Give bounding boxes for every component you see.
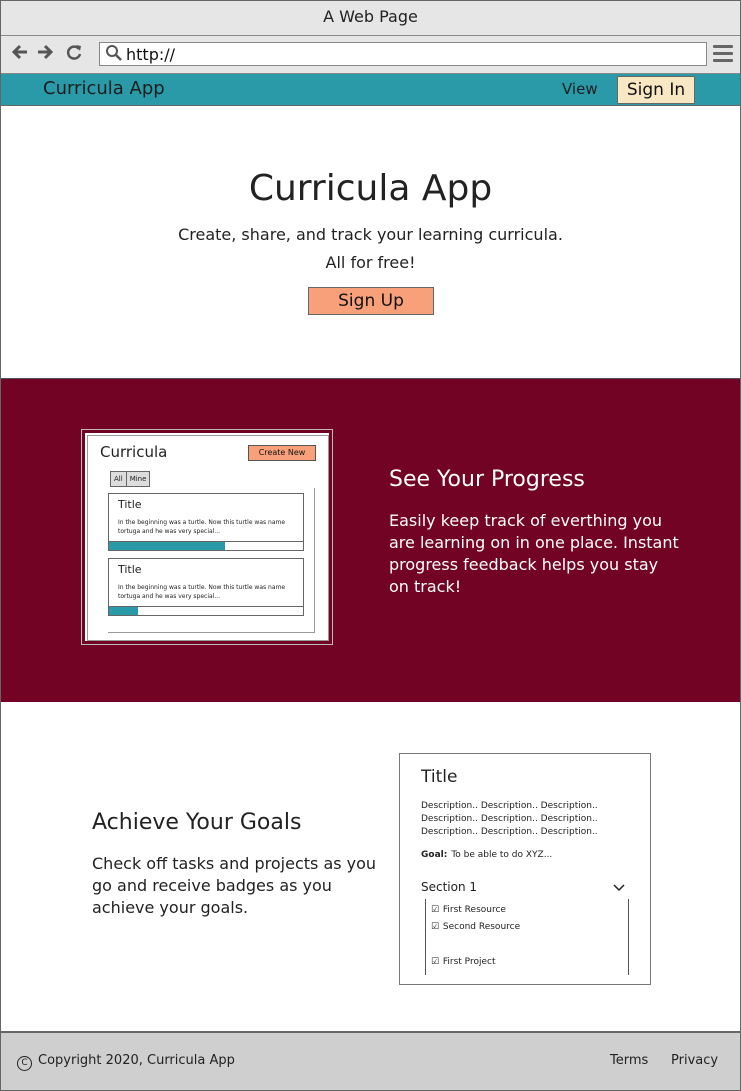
description-line: Description.. Description.. Description.. bbox=[421, 801, 598, 811]
card-title: Title bbox=[118, 498, 142, 511]
sign-in-button[interactable]: Sign In bbox=[617, 76, 695, 104]
card-description: In the beginning was a turtle. Now this turtle was name tortuga and he was very special... bbox=[118, 519, 286, 535]
hero-tagline: Create, share, and track your learning curricula. bbox=[178, 225, 563, 244]
goal-label: Goal: bbox=[421, 850, 448, 860]
reload-icon[interactable] bbox=[63, 42, 85, 64]
progress-bar bbox=[108, 606, 304, 616]
window-title: A Web Page bbox=[1, 1, 740, 36]
footer bbox=[1, 1031, 740, 1091]
goal-text: To be able to do XYZ... bbox=[451, 850, 553, 860]
detail-title: Title bbox=[421, 767, 458, 787]
curriculum-detail-preview bbox=[399, 753, 651, 985]
curricula-preview bbox=[81, 429, 333, 645]
view-link[interactable]: View bbox=[562, 80, 598, 98]
sign-up-button[interactable]: Sign Up bbox=[308, 287, 434, 315]
section-task-list bbox=[425, 899, 629, 975]
section-label: Section 1 bbox=[421, 880, 478, 894]
back-arrow-icon[interactable] bbox=[9, 42, 31, 64]
create-new-button[interactable]: Create New bbox=[248, 445, 316, 461]
section-accordion-header[interactable] bbox=[421, 880, 625, 896]
hero-section bbox=[1, 106, 740, 378]
task-label: First Project bbox=[442, 957, 496, 967]
goals-heading: Achieve Your Goals bbox=[92, 810, 302, 835]
curriculum-card[interactable] bbox=[108, 558, 304, 608]
terms-link[interactable]: Terms bbox=[610, 1053, 649, 1068]
forward-arrow-icon[interactable] bbox=[34, 42, 56, 64]
task-label: First Resource bbox=[442, 905, 506, 915]
goals-copy bbox=[92, 810, 377, 919]
privacy-link[interactable]: Privacy bbox=[671, 1053, 719, 1068]
copyright-text: Copyright 2020, Curricula App bbox=[38, 1053, 235, 1068]
task-item[interactable] bbox=[431, 957, 495, 967]
curricula-list bbox=[108, 488, 315, 633]
description-line: Description.. Description.. Description.. bbox=[421, 814, 598, 824]
task-item[interactable] bbox=[431, 922, 520, 932]
curricula-preview-panel bbox=[87, 435, 329, 641]
preview-tabs bbox=[110, 471, 150, 487]
progress-section bbox=[1, 378, 740, 703]
progress-copy bbox=[389, 467, 679, 598]
detail-description bbox=[421, 800, 598, 839]
url-bar[interactable] bbox=[99, 42, 707, 66]
checkbox-checked-icon[interactable]: ☑ bbox=[431, 922, 440, 932]
hamburger-menu-icon[interactable] bbox=[713, 45, 733, 63]
card-title: Title bbox=[118, 563, 142, 576]
app-navbar bbox=[1, 74, 740, 106]
task-item[interactable] bbox=[431, 905, 506, 915]
url-text: http:// bbox=[126, 45, 176, 64]
preview-title: Curricula bbox=[100, 443, 168, 461]
checkbox-checked-icon[interactable]: ☑ bbox=[431, 957, 440, 967]
progress-bar bbox=[108, 541, 304, 551]
progress-heading: See Your Progress bbox=[389, 467, 585, 492]
detail-goal bbox=[421, 850, 552, 860]
copyright-icon: C bbox=[17, 1056, 32, 1071]
hero-subtagline: All for free! bbox=[325, 253, 416, 272]
card-description: In the beginning was a turtle. Now this turtle was name tortuga and he was very special... bbox=[118, 584, 286, 600]
brand-name[interactable]: Curricula App bbox=[43, 78, 165, 99]
search-icon bbox=[105, 44, 125, 64]
tab-mine[interactable]: Mine bbox=[126, 472, 150, 486]
progress-body: Easily keep track of everthing you are learning on in one place. Instant progress feedback helps you stay on track! bbox=[389, 511, 679, 596]
goals-body: Check off tasks and projects as you go and receive badges as you achieve your goals. bbox=[92, 854, 377, 917]
progress-bar-fill bbox=[109, 607, 138, 615]
chevron-down-icon[interactable] bbox=[613, 882, 625, 892]
hero-title: Curricula App bbox=[248, 168, 493, 209]
description-line: Description.. Description.. Description.. bbox=[421, 827, 598, 837]
tab-all[interactable]: All bbox=[111, 472, 126, 486]
task-label: Second Resource bbox=[442, 922, 521, 932]
checkbox-checked-icon[interactable]: ☑ bbox=[431, 905, 440, 915]
progress-bar-fill bbox=[109, 542, 225, 550]
browser-toolbar bbox=[1, 36, 740, 74]
goals-section bbox=[1, 702, 740, 1031]
curriculum-card[interactable] bbox=[108, 493, 304, 543]
copyright bbox=[17, 1053, 235, 1071]
